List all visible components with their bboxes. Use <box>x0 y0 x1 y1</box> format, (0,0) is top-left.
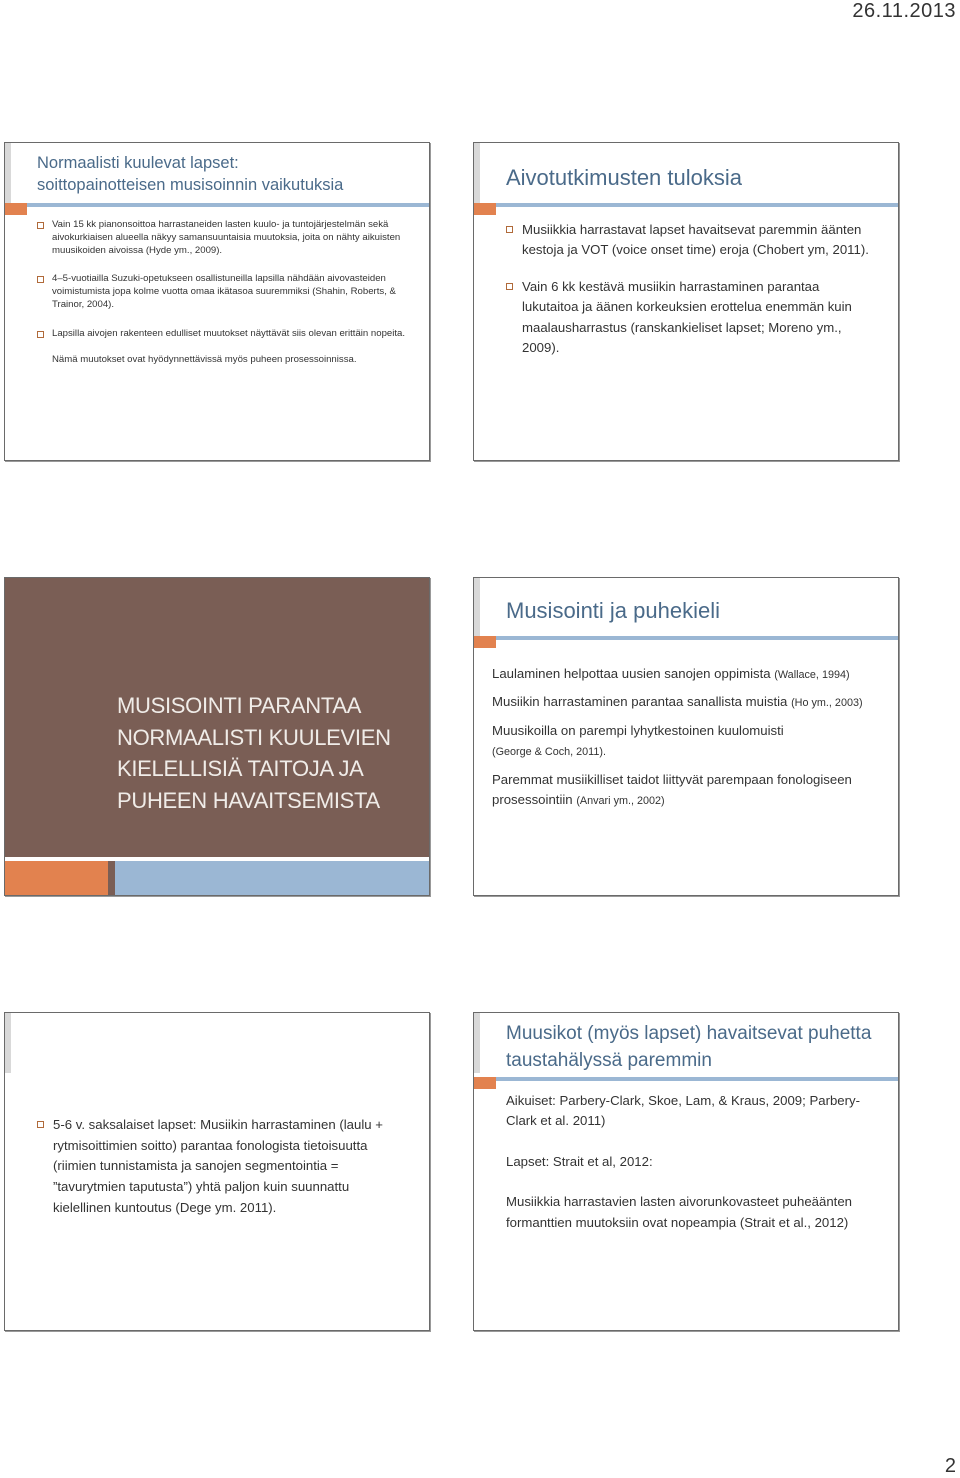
slide-musisointi-ja-puhekieli <box>473 577 899 896</box>
list-item <box>506 277 876 359</box>
slide-divider <box>474 203 898 207</box>
list-item <box>492 770 884 811</box>
slide-accent <box>5 1013 11 1073</box>
citation: (Wallace, 1994) <box>774 669 850 681</box>
square-bullet-icon <box>37 222 44 229</box>
slide-saksalaiset-lapset <box>4 1012 430 1331</box>
citation: (George & Coch, 2011). <box>492 746 606 759</box>
slide-accent <box>474 1013 480 1073</box>
slide-title <box>37 153 417 197</box>
citation: (Anvari ym., 2002) <box>576 795 665 808</box>
list-item-text: Lapsilla aivojen rakenteen edulliset muutokset näyttävät siis olevan erittäin nopeita. <box>52 327 406 339</box>
list-item <box>37 273 409 311</box>
list-item <box>37 328 409 341</box>
slide-divider <box>474 1077 898 1081</box>
paragraph: Musiikkia harrastavien lasten aivorunkovasteet puheäänten formanttien muutoksiin ovat nopeampia (Strait et al., 2012) <box>506 1194 853 1230</box>
list-item <box>37 1115 409 1219</box>
slide-divider <box>5 203 429 207</box>
slide-musisointi-parantaa <box>4 577 430 896</box>
list-item-text: Vain 6 kk kestävä musiikin harrastaminen parantaa lukutaitoa ja äänen korkeuksien erottelua enemmän kuin maalausharrastus (ranskankieliset lapset; Moreno ym., 2009). <box>522 278 852 356</box>
slide-title: Aivotutkimusten tuloksia <box>506 165 742 190</box>
bullet-list <box>37 1115 409 1219</box>
slide-divider-accent <box>474 203 496 215</box>
slide-aivotutkimusten-tuloksia <box>473 142 899 461</box>
slide-accent <box>474 143 480 203</box>
slide-divider-accent <box>5 203 27 215</box>
slide-accent <box>5 143 11 203</box>
square-bullet-icon <box>37 331 44 338</box>
square-bullet-icon <box>37 276 44 283</box>
paragraph: Aikuiset: Parbery-Clark, Skoe, Lam, & Kraus, 2009; Parbery-Clark et al. 2011) <box>506 1093 861 1129</box>
slide-title: Muusikot (myös lapset) havaitsevat puhetta taustahälyssä paremmin <box>506 1023 872 1071</box>
list-item-text: Muusikoilla on parempi lyhytkestoinen kuulomuisti <box>492 722 784 738</box>
square-bullet-icon <box>506 226 513 233</box>
list-item-text: Musiikkia harrastavat lapset havaitsevat paremmin äänten kestoja ja VOT (voice onset time) eroja (Chobert ym, 2011). <box>522 222 869 258</box>
list-item-text: 4–5-vuotiailla Suzuki-opetukseen osallistuneilla lapsilla nähdään aivovasteiden voimistumista jopa kolme vuotta omaa ikätasoa suuremmiksi (Shahin, Roberts, & Trainor, 2004). <box>52 273 396 310</box>
bullet-list <box>506 220 876 375</box>
list-item-text: Nämä muutokset ovat hyödynnettävissä myös puheen prosessoinnissa. <box>52 354 357 366</box>
slide-body <box>506 1091 878 1253</box>
list-item <box>506 220 876 261</box>
slide-headline: MUSISOINTI PARANTAA NORMAALISTI KUULEVIEN KIELELLISIÄ TAITOJA JA PUHEEN HAVAITSEMISTA <box>117 693 391 814</box>
slide-muusikot-taustahaly <box>473 1012 899 1331</box>
list-item-text: 5-6 v. saksalaiset lapset: Musiikin harrastaminen (laulu + rytmisoittimien soitto) parantaa fonologista tietoisuutta (riimien tunnistamista ja sanojen segmentointia = ”tavurytmien taputusta”) yhtä paljon kuin suunnattu kielellinen kuntoutus (Dege ym. 2011). <box>53 1117 383 1215</box>
bullet-list <box>37 219 409 383</box>
slide-title-line: soittopainotteisen musisoinnin vaikutuksia <box>37 175 344 194</box>
slide-accent <box>474 578 480 638</box>
paragraph: Lapset: Strait et al, 2012: <box>506 1153 653 1169</box>
slide-divider-accent <box>474 1077 496 1089</box>
footer-accent-blue <box>115 861 430 895</box>
square-bullet-icon <box>37 1121 44 1128</box>
slide-title: Musisointi ja puhekieli <box>506 598 720 623</box>
page-date: 26.11.2013 <box>852 0 956 22</box>
page-number: 2 <box>944 1455 956 1477</box>
list-item <box>37 219 409 257</box>
list-item-text: Paremmat musiikilliset taidot liittyvät parempaan fonologiseen prosessointiin <box>492 771 852 808</box>
slide-divider <box>474 636 898 640</box>
list-item-text: Vain 15 kk pianonsoittoa harrastaneiden lasten kuulo- ja tuntojärjestelmän sekä aivokurkiaisen alueella näkyy samansuuntaisia muutoksia, joita on nähty aikuisten muusikoiden aivoissa (Hyde ym., 2009). <box>52 219 401 256</box>
square-bullet-icon <box>506 283 513 290</box>
list-item-text: Laulaminen helpottaa uusien sanojen oppimista <box>492 666 771 681</box>
citation: (Ho ym., 2003) <box>791 697 863 710</box>
slide-normaalisti-kuulevat <box>4 142 430 461</box>
list-item <box>492 692 884 712</box>
list-item <box>492 664 884 684</box>
slide-divider-accent <box>474 636 496 648</box>
slide-title-line: Normaalisti kuulevat lapset: <box>37 154 239 172</box>
slide-body <box>492 664 884 819</box>
footer-accent-orange <box>5 861 108 895</box>
list-item-text: Musiikin harrastaminen parantaa sanallista muistia <box>492 694 788 710</box>
list-item <box>492 721 884 762</box>
list-item-plain <box>37 354 409 367</box>
